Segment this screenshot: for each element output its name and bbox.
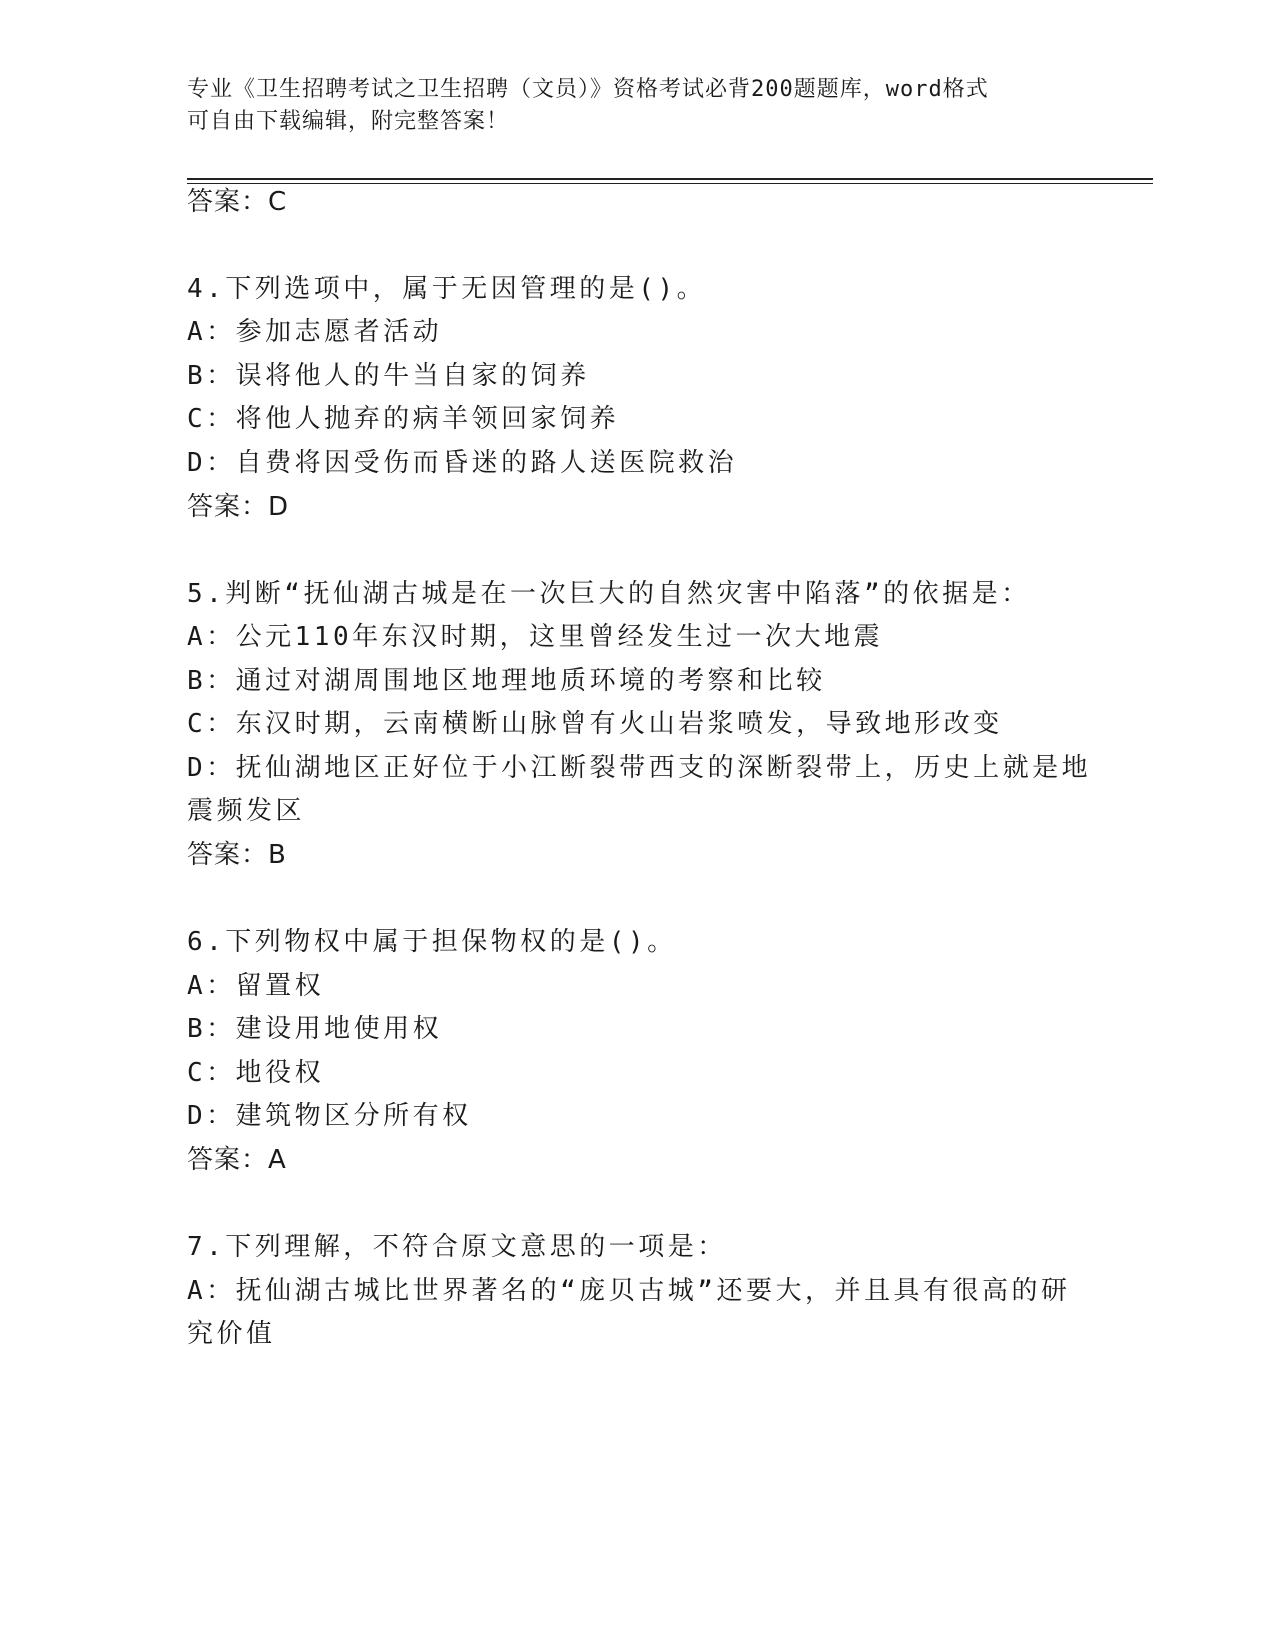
q6-option-c: C：地役权: [187, 1058, 325, 1088]
q5-option-b: B：通过对湖周围地区地理地质环境的考察和比较: [187, 666, 826, 696]
q5-answer: 答案：B: [187, 840, 287, 870]
q6-option-a: A：留置权: [187, 971, 325, 1001]
q4-option-a: A：参加志愿者活动: [187, 317, 443, 347]
q5-option-d-cont: 震频发区: [187, 796, 306, 826]
answer-previous: 答案：C: [187, 187, 288, 217]
question-5: 5.判断“抚仙湖古城是在一次巨大的自然灾害中陷落”的依据是：: [187, 579, 1031, 609]
q6-answer: 答案：A: [187, 1145, 287, 1175]
header-line-2: 可自由下载编辑，附完整答案！: [187, 109, 510, 134]
q6-option-d: D：建筑物区分所有权: [187, 1101, 472, 1131]
header-divider-thick: [187, 178, 1153, 180]
question-7: 7.下列理解，不符合原文意思的一项是：: [187, 1232, 727, 1262]
q5-option-c: C：东汉时期，云南横断山脉曾有火山岩浆喷发，导致地形改变: [187, 709, 1003, 739]
question-6: 6.下列物权中属于担保物权的是()。: [187, 927, 677, 957]
q7-option-a: A：抚仙湖古城比世界著名的“庞贝古城”还要大，并且具有很高的研: [187, 1276, 1071, 1306]
question-4: 4.下列选项中，属于无因管理的是()。: [187, 274, 707, 304]
q6-option-b: B：建设用地使用权: [187, 1014, 443, 1044]
q4-option-b: B：误将他人的牛当自家的饲养: [187, 361, 590, 391]
q7-option-a-cont: 究价值: [187, 1319, 276, 1349]
q4-option-c: C：将他人抛弃的病羊领回家饲养: [187, 404, 620, 434]
header-line-1: 专业《卫生招聘考试之卫生招聘（文员）》资格考试必背200题题库，word格式: [187, 77, 989, 102]
q4-option-d: D：自费将因受伤而昏迷的路人送医院救治: [187, 448, 738, 478]
q5-option-a: A：公元110年东汉时期，这里曾经发生过一次大地震: [187, 622, 884, 652]
q4-answer: 答案：D: [187, 492, 290, 522]
q5-option-d: D：抚仙湖地区正好位于小江断裂带西支的深断裂带上，历史上就是地: [187, 753, 1092, 783]
header-divider-thin: [187, 183, 1153, 184]
document-header: [187, 74, 1087, 138]
